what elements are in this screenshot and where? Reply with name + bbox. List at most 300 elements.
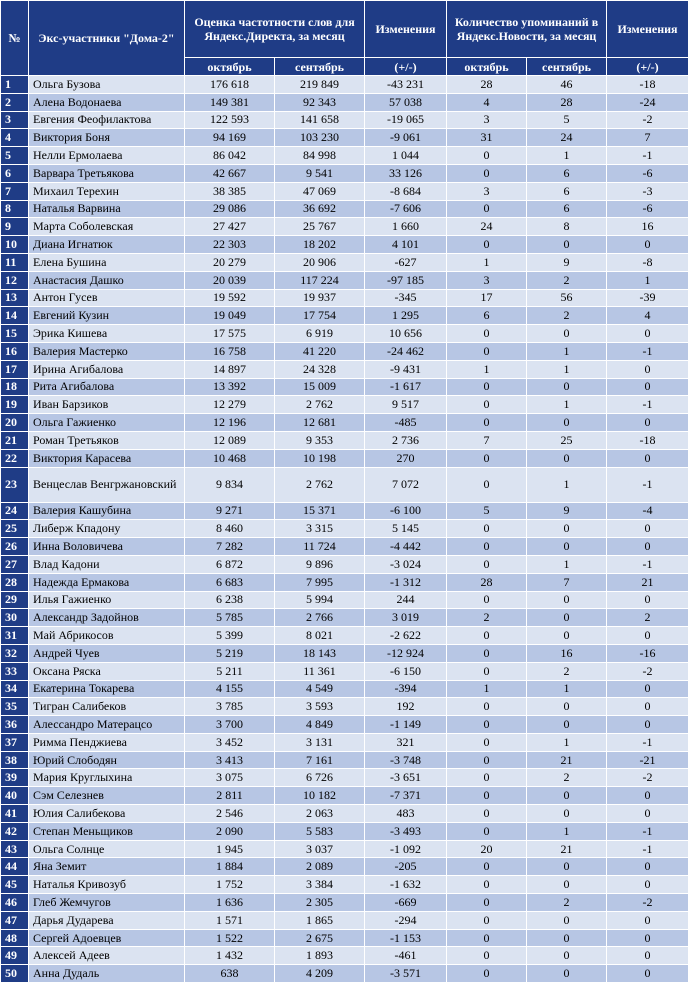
mentions-october: 1 [447,680,527,698]
row-number: 7 [1,182,29,200]
freq-october: 20 279 [185,253,275,271]
mentions-change: 0 [607,805,688,823]
freq-change: -1 092 [365,840,447,858]
freq-change: 5 145 [365,520,447,538]
row-number: 21 [1,431,29,449]
freq-october: 4 155 [185,680,275,698]
row-number: 22 [1,449,29,467]
row-number: 27 [1,555,29,573]
row-number: 40 [1,787,29,805]
mentions-september: 0 [527,911,607,929]
mentions-change: -6 [607,200,688,218]
table-row [1,876,688,894]
row-number: 44 [1,858,29,876]
freq-october: 14 897 [185,360,275,378]
freq-october: 6 872 [185,555,275,573]
row-number: 24 [1,502,29,520]
freq-change: -394 [365,680,447,698]
participant-name: Эрика Кишева [29,325,185,343]
freq-september: 9 541 [275,164,365,182]
row-number: 38 [1,751,29,769]
row-number: 2 [1,93,29,111]
table-row [1,805,688,823]
row-number: 17 [1,360,29,378]
mentions-october: 0 [447,769,527,787]
mentions-change: -1 [607,555,688,573]
table-row [1,644,688,662]
freq-change: -43 231 [365,76,447,94]
row-number: 45 [1,876,29,894]
row-number: 4 [1,129,29,147]
mentions-change: 0 [607,627,688,645]
row-number: 31 [1,627,29,645]
table-row [1,733,688,751]
freq-october: 1 884 [185,858,275,876]
mentions-october: 0 [447,467,527,502]
freq-september: 18 202 [275,236,365,254]
table-row [1,555,688,573]
freq-october: 6 683 [185,573,275,591]
freq-september: 3 315 [275,520,365,538]
mentions-september: 6 [527,200,607,218]
header-change-mentions: Изменения [607,1,688,58]
freq-change: 4 101 [365,236,447,254]
table-row [1,787,688,805]
mentions-september: 9 [527,253,607,271]
mentions-october: 0 [447,520,527,538]
mentions-october: 0 [447,929,527,947]
freq-change: -1 632 [365,876,447,894]
freq-october: 17 575 [185,325,275,343]
participant-name: Инна Воловичева [29,538,185,556]
table-row [1,93,688,111]
mentions-october: 3 [447,111,527,129]
mentions-october: 20 [447,840,527,858]
freq-september: 2 063 [275,805,365,823]
freq-october: 9 834 [185,467,275,502]
mentions-change: -4 [607,502,688,520]
mentions-september: 0 [527,716,607,734]
freq-change: -1 617 [365,378,447,396]
mentions-october: 3 [447,182,527,200]
subheader-september-mentions: сентябрь [527,58,607,76]
freq-october: 94 169 [185,129,275,147]
freq-september: 5 994 [275,591,365,609]
table-row [1,698,688,716]
table-row [1,929,688,947]
table-row [1,520,688,538]
subheader-plus-minus: (+/-) [365,58,447,76]
participant-name: Дарья Дударева [29,911,185,929]
freq-september: 3 131 [275,733,365,751]
freq-change: -3 493 [365,822,447,840]
mentions-october: 0 [447,947,527,965]
row-number: 12 [1,271,29,289]
participant-name: Виктория Боня [29,129,185,147]
freq-september: 9 353 [275,431,365,449]
participant-name: Валерия Кашубина [29,502,185,520]
freq-october: 3 075 [185,769,275,787]
table-row [1,396,688,414]
mentions-change: -16 [607,644,688,662]
freq-change: -3 748 [365,751,447,769]
mentions-change: -1 [607,840,688,858]
mentions-change: 0 [607,929,688,947]
freq-september: 2 766 [275,609,365,627]
mentions-october: 4 [447,93,527,111]
freq-september: 20 906 [275,253,365,271]
freq-change: -4 442 [365,538,447,556]
mentions-october: 1 [447,360,527,378]
freq-change: -9 061 [365,129,447,147]
table-row [1,147,688,165]
table-row [1,342,688,360]
freq-october: 638 [185,965,275,983]
subheader-plus-minus-mentions: (+/-) [607,58,688,76]
mentions-october: 0 [447,591,527,609]
mentions-change: 0 [607,360,688,378]
table-row [1,627,688,645]
freq-change: -8 684 [365,182,447,200]
freq-change: -97 185 [365,271,447,289]
participant-name: Тигран Салибеков [29,698,185,716]
row-number: 25 [1,520,29,538]
table-body [1,76,688,983]
freq-september: 8 021 [275,627,365,645]
mentions-october: 24 [447,218,527,236]
mentions-october: 0 [447,822,527,840]
freq-october: 1 432 [185,947,275,965]
mentions-september: 0 [527,947,607,965]
mentions-october: 0 [447,787,527,805]
freq-change: 9 517 [365,396,447,414]
mentions-change: -2 [607,662,688,680]
mentions-september: 2 [527,769,607,787]
table-row [1,911,688,929]
freq-change: -9 431 [365,360,447,378]
mentions-september: 0 [527,805,607,823]
row-number: 8 [1,200,29,218]
freq-september: 2 305 [275,894,365,912]
mentions-september: 1 [527,396,607,414]
table-row [1,947,688,965]
mentions-september: 0 [527,858,607,876]
table-row [1,751,688,769]
freq-september: 103 230 [275,129,365,147]
mentions-october: 0 [447,236,527,254]
mentions-september: 9 [527,502,607,520]
mentions-september: 2 [527,662,607,680]
freq-september: 2 762 [275,396,365,414]
row-number: 46 [1,894,29,912]
freq-october: 38 385 [185,182,275,200]
mentions-september: 0 [527,876,607,894]
mentions-change: -21 [607,751,688,769]
mentions-october: 0 [447,716,527,734]
mentions-october: 0 [447,342,527,360]
participant-name: Либерж Кпадону [29,520,185,538]
mentions-change: -18 [607,431,688,449]
freq-october: 29 086 [185,200,275,218]
mentions-change: -24 [607,93,688,111]
mentions-september: 2 [527,271,607,289]
freq-october: 3 700 [185,716,275,734]
mentions-september: 1 [527,680,607,698]
row-number: 28 [1,573,29,591]
freq-change: 483 [365,805,447,823]
row-number: 13 [1,289,29,307]
participant-name: Венцеслав Венгржановский [29,467,185,502]
mentions-change: 0 [607,538,688,556]
mentions-october: 28 [447,76,527,94]
freq-september: 2 089 [275,858,365,876]
freq-change: 1 295 [365,307,447,325]
freq-change: 192 [365,698,447,716]
table-row [1,716,688,734]
freq-october: 5 211 [185,662,275,680]
participant-name: Алессандро Матерацсо [29,716,185,734]
participant-name: Сэм Селезнев [29,787,185,805]
table-row [1,236,688,254]
mentions-september: 0 [527,698,607,716]
row-number: 20 [1,414,29,432]
freq-change: 1 660 [365,218,447,236]
mentions-change: 4 [607,307,688,325]
mentions-change: 0 [607,698,688,716]
freq-september: 7 161 [275,751,365,769]
row-number: 19 [1,396,29,414]
mentions-change: 0 [607,449,688,467]
table-row [1,769,688,787]
mentions-october: 6 [447,307,527,325]
table-row [1,609,688,627]
mentions-october: 2 [447,609,527,627]
freq-october: 7 282 [185,538,275,556]
table-row [1,858,688,876]
mentions-september: 5 [527,111,607,129]
freq-change: 10 656 [365,325,447,343]
freq-change: 244 [365,591,447,609]
freq-october: 5 785 [185,609,275,627]
mentions-october: 0 [447,858,527,876]
participant-name: Евгения Феофилактова [29,111,185,129]
row-number: 34 [1,680,29,698]
participant-name: Ирина Агибалова [29,360,185,378]
mentions-october: 0 [447,200,527,218]
table-row [1,502,688,520]
table-row [1,538,688,556]
freq-change: -1 312 [365,573,447,591]
row-number: 14 [1,307,29,325]
freq-september: 117 224 [275,271,365,289]
freq-change: 57 038 [365,93,447,111]
row-number: 47 [1,911,29,929]
freq-september: 47 069 [275,182,365,200]
header-mentions: Количество упоминаний в Яндекс.Новости, за месяц [447,1,607,58]
mentions-october: 0 [447,733,527,751]
freq-october: 22 303 [185,236,275,254]
mentions-september: 28 [527,93,607,111]
table-row [1,182,688,200]
table-row [1,253,688,271]
header-name: Экс-участники "Дома-2" [29,1,185,76]
participant-name: Алена Водонаева [29,93,185,111]
freq-change: 321 [365,733,447,751]
row-number: 39 [1,769,29,787]
mentions-september: 0 [527,414,607,432]
participant-name: Евгений Кузин [29,307,185,325]
row-number: 32 [1,644,29,662]
participant-name: Роман Третьяков [29,431,185,449]
mentions-october: 0 [447,644,527,662]
mentions-september: 0 [527,929,607,947]
freq-change: -205 [365,858,447,876]
mentions-september: 1 [527,147,607,165]
freq-october: 1 522 [185,929,275,947]
participant-name: Наталья Варвина [29,200,185,218]
freq-october: 12 279 [185,396,275,414]
freq-change: -627 [365,253,447,271]
freq-september: 10 198 [275,449,365,467]
participant-name: Алексей Адеев [29,947,185,965]
table-row [1,76,688,94]
freq-september: 41 220 [275,342,365,360]
mentions-change: 0 [607,876,688,894]
freq-change: 1 044 [365,147,447,165]
freq-october: 1 571 [185,911,275,929]
freq-september: 19 937 [275,289,365,307]
participant-name: Юрий Слободян [29,751,185,769]
participant-name: Юлия Салибекова [29,805,185,823]
freq-october: 16 758 [185,342,275,360]
participant-name: Александр Задойнов [29,609,185,627]
mentions-change: -2 [607,111,688,129]
freq-change: -2 622 [365,627,447,645]
participant-name: Илья Гажиенко [29,591,185,609]
table-row [1,965,688,983]
participant-name: Рита Агибалова [29,378,185,396]
row-number: 5 [1,147,29,165]
mentions-change: 0 [607,378,688,396]
freq-september: 25 767 [275,218,365,236]
freq-october: 176 618 [185,76,275,94]
row-number: 48 [1,929,29,947]
freq-october: 3 452 [185,733,275,751]
freq-october: 13 392 [185,378,275,396]
mentions-september: 1 [527,467,607,502]
mentions-october: 0 [447,147,527,165]
freq-september: 2 762 [275,467,365,502]
mentions-change: 21 [607,573,688,591]
freq-september: 219 849 [275,76,365,94]
participant-name: Анастасия Дашко [29,271,185,289]
freq-change: 3 019 [365,609,447,627]
freq-change: 2 736 [365,431,447,449]
mentions-september: 0 [527,538,607,556]
row-number: 1 [1,76,29,94]
row-number: 49 [1,947,29,965]
row-number: 3 [1,111,29,129]
table-row [1,307,688,325]
mentions-change: 0 [607,236,688,254]
mentions-october: 0 [447,965,527,983]
participant-name: Анна Дудаль [29,965,185,983]
freq-september: 3 037 [275,840,365,858]
mentions-september: 8 [527,218,607,236]
mentions-change: -1 [607,467,688,502]
participant-name: Степан Меньщиков [29,822,185,840]
participant-name: Ольга Бузова [29,76,185,94]
mentions-october: 0 [447,751,527,769]
freq-october: 42 667 [185,164,275,182]
freq-october: 5 219 [185,644,275,662]
mentions-september: 0 [527,627,607,645]
mentions-september: 0 [527,965,607,983]
participant-name: Влад Кадони [29,555,185,573]
freq-september: 11 724 [275,538,365,556]
table-row [1,271,688,289]
freq-october: 20 039 [185,271,275,289]
freq-september: 12 681 [275,414,365,432]
freq-september: 11 361 [275,662,365,680]
mentions-september: 2 [527,307,607,325]
row-number: 15 [1,325,29,343]
freq-september: 1 865 [275,911,365,929]
mentions-change: -8 [607,253,688,271]
subheader-october-mentions: октябрь [447,58,527,76]
subheader-october: октябрь [185,58,275,76]
freq-october: 8 460 [185,520,275,538]
mentions-change: 7 [607,129,688,147]
freq-september: 3 593 [275,698,365,716]
row-number: 42 [1,822,29,840]
mentions-september: 1 [527,733,607,751]
mentions-change: 0 [607,520,688,538]
mentions-october: 3 [447,271,527,289]
mentions-change: -39 [607,289,688,307]
freq-change: -6 100 [365,502,447,520]
row-number: 6 [1,164,29,182]
mentions-change: -1 [607,147,688,165]
row-number: 16 [1,342,29,360]
freq-change: -294 [365,911,447,929]
table-row [1,680,688,698]
freq-change: 33 126 [365,164,447,182]
participant-name: Надежда Ермакова [29,573,185,591]
mentions-october: 0 [447,698,527,716]
mentions-october: 1 [447,253,527,271]
mentions-september: 6 [527,182,607,200]
freq-october: 10 468 [185,449,275,467]
participant-name: Мария Круглыхина [29,769,185,787]
freq-september: 18 143 [275,644,365,662]
table-row [1,289,688,307]
mentions-october: 17 [447,289,527,307]
mentions-september: 0 [527,325,607,343]
mentions-change: 0 [607,911,688,929]
freq-change: 7 072 [365,467,447,502]
mentions-change: -1 [607,342,688,360]
subheader-september: сентябрь [275,58,365,76]
freq-october: 19 592 [185,289,275,307]
row-number: 26 [1,538,29,556]
freq-october: 122 593 [185,111,275,129]
mentions-september: 21 [527,840,607,858]
mentions-change: 0 [607,716,688,734]
participant-name: Ольга Гажиенко [29,414,185,432]
mentions-october: 0 [447,396,527,414]
participant-name: Наталья Кривозуб [29,876,185,894]
